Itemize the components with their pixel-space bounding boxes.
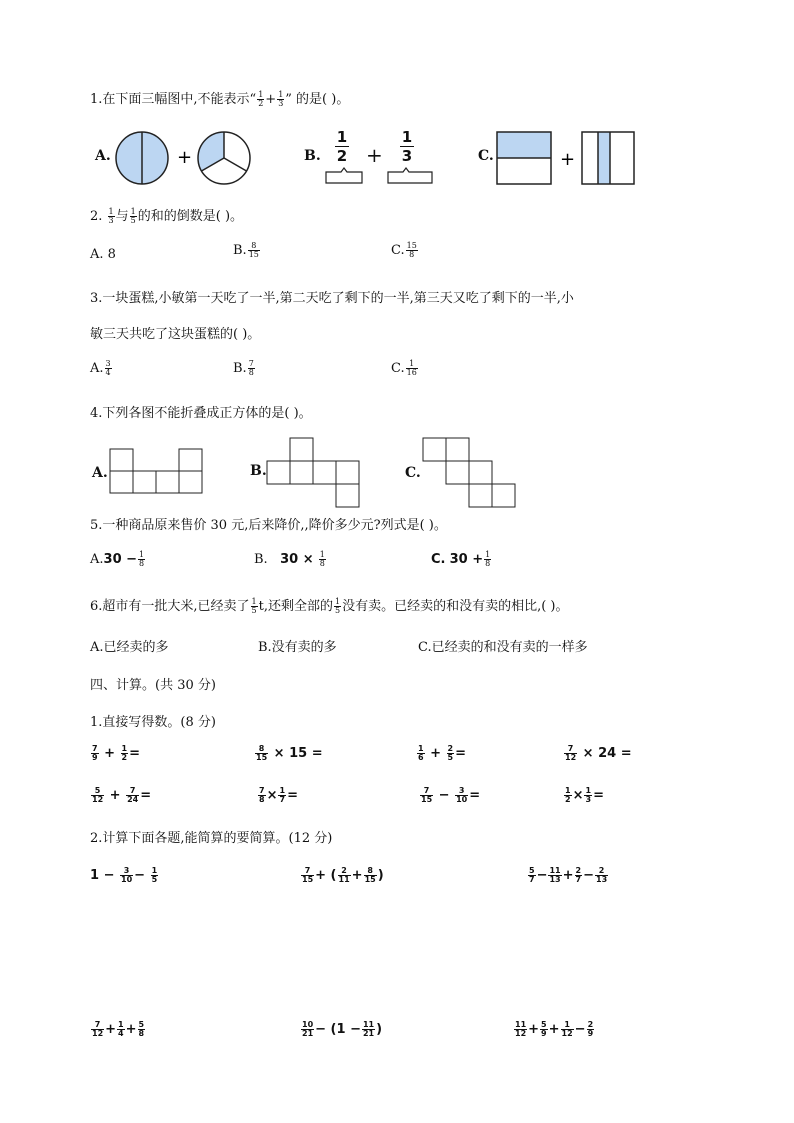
q4-option-b-label: B.: [250, 463, 267, 479]
q6-option-b: B.没有卖的多: [258, 640, 337, 655]
question-5-text: 5.一种商品原来售价 30 元,后来降价,,降价多少元?列式是( )。: [90, 518, 447, 533]
svg-text:+: +: [560, 149, 576, 170]
q4-option-a-label: A.: [92, 465, 108, 481]
calc1-item-4: $\frac{7}{12}$ × 24 =: [565, 744, 632, 762]
svg-text:+: +: [177, 147, 193, 168]
q4-option-a-net: [110, 449, 204, 495]
q1-option-c-rectangles: [497, 132, 637, 184]
q2-option-c: C. $\frac{15}{8}$: [391, 241, 417, 259]
q1-option-b-fraction-2: 1 3: [401, 128, 413, 165]
question-3-line-1: 3.一块蛋糕,小敏第一天吃了一半,第二天吃了剩下的一半,第三天又吃了剩下的一半,小: [90, 291, 574, 306]
question-2-text: 2. $\frac{1}{3}$ 与 $\frac{1}{5}$ 的和的倒数是( )。: [90, 207, 244, 225]
calc-1-title: 1.直接写得数。(8 分): [90, 715, 216, 730]
q1-option-c-label: C.: [478, 148, 494, 164]
calc2-expr-3: $\frac{5}{7}$ − $\frac{11}{13}$ + $\frac{2}{7}$ − $\frac{2}{13}$: [529, 866, 608, 884]
calc2-expr-4: $\frac{7}{12}$ + $\frac{1}{4}$ + $\frac{5}{8}$: [92, 1020, 145, 1038]
q6-option-c: C.已经卖的和没有卖的一样多: [418, 640, 588, 655]
q1-option-b-fraction-1: 1 2: [336, 128, 348, 165]
q4-option-c-net: [423, 438, 517, 508]
section-4-title: 四、计算。(共 30 分): [90, 678, 216, 693]
calc2-expr-6: $\frac{11}{12}$ + $\frac{5}{9}$ + $\frac{1}{12}$ − $\frac{2}{9}$: [515, 1020, 594, 1038]
q3-option-c: C. $\frac{1}{16}$: [391, 359, 417, 377]
question-6-text: 6.超市有一批大米,已经卖了 $\frac{1}{5}$ t,还剩全部的 $\frac{1}{5}$ 没有卖。已经卖的和没有卖的相比,( )。: [90, 597, 569, 615]
calc2-expr-5: $\frac{10}{21}$ − (1 − $\frac{11}{21}$ ): [302, 1020, 383, 1038]
q1-option-a-label: A.: [95, 148, 111, 164]
calc-2-title: 2.计算下面各题,能简算的要简算。(12 分): [90, 831, 333, 846]
question-1-text: 1.在下面三幅图中,不能表示“ $\frac{1}{2}$ + $\frac{1}{3}$ ” 的是( )。: [90, 90, 350, 108]
q2-option-b: B. $\frac{8}{15}$: [233, 241, 259, 259]
calc1-item-2: $\frac{8}{15}$ × 15 =: [256, 744, 323, 762]
q1-option-b-plus: +: [366, 143, 383, 167]
calc2-expr-2: $\frac{7}{15}$ + ( $\frac{2}{11}$ + $\frac{8}{15}$ ): [302, 866, 384, 884]
q5-option-a: A.30 − $\frac{1}{8}$: [90, 550, 145, 568]
q6-option-a: A.已经卖的多: [90, 640, 169, 655]
question-3-line-2: 敏三天共吃了这块蛋糕的( )。: [90, 327, 261, 342]
q1-option-b-brackets: [324, 166, 436, 186]
calc1-item-3: $\frac{1}{6}$ + $\frac{2}{5}$ =: [418, 744, 467, 762]
q1-option-a-circles: [116, 132, 256, 184]
calc1-item-6: $\frac{7}{8}$ × $\frac{1}{7}$ =: [259, 786, 298, 804]
question-4-text: 4.下列各图不能折叠成正方体的是( )。: [90, 406, 312, 421]
calc1-item-8: $\frac{1}{2}$ × $\frac{1}{3}$ =: [565, 786, 604, 804]
q1-option-b-label: B.: [304, 148, 321, 164]
q4-option-b-net: [267, 438, 361, 508]
q3-option-b: B. $\frac{7}{8}$: [233, 359, 254, 377]
q2-option-a: A. 8: [90, 247, 116, 262]
q5-option-b: B. 30 × $\frac{1}{8}$: [254, 550, 325, 568]
calc2-expr-1: 1 − $\frac{3}{10}$ − $\frac{1}{5}$: [90, 866, 158, 884]
q5-option-c: C. 30 + $\frac{1}{8}$: [431, 550, 491, 568]
q3-option-a: A. $\frac{3}{4}$: [90, 359, 111, 377]
calc1-item-5: $\frac{5}{12}$ + $\frac{7}{24}$ =: [92, 786, 152, 804]
calc1-item-7: $\frac{7}{15}$ − $\frac{3}{10}$ =: [421, 786, 481, 804]
q4-option-c-label: C.: [405, 465, 421, 481]
calc1-item-1: $\frac{7}{9}$ + $\frac{1}{2}$ =: [92, 744, 141, 762]
